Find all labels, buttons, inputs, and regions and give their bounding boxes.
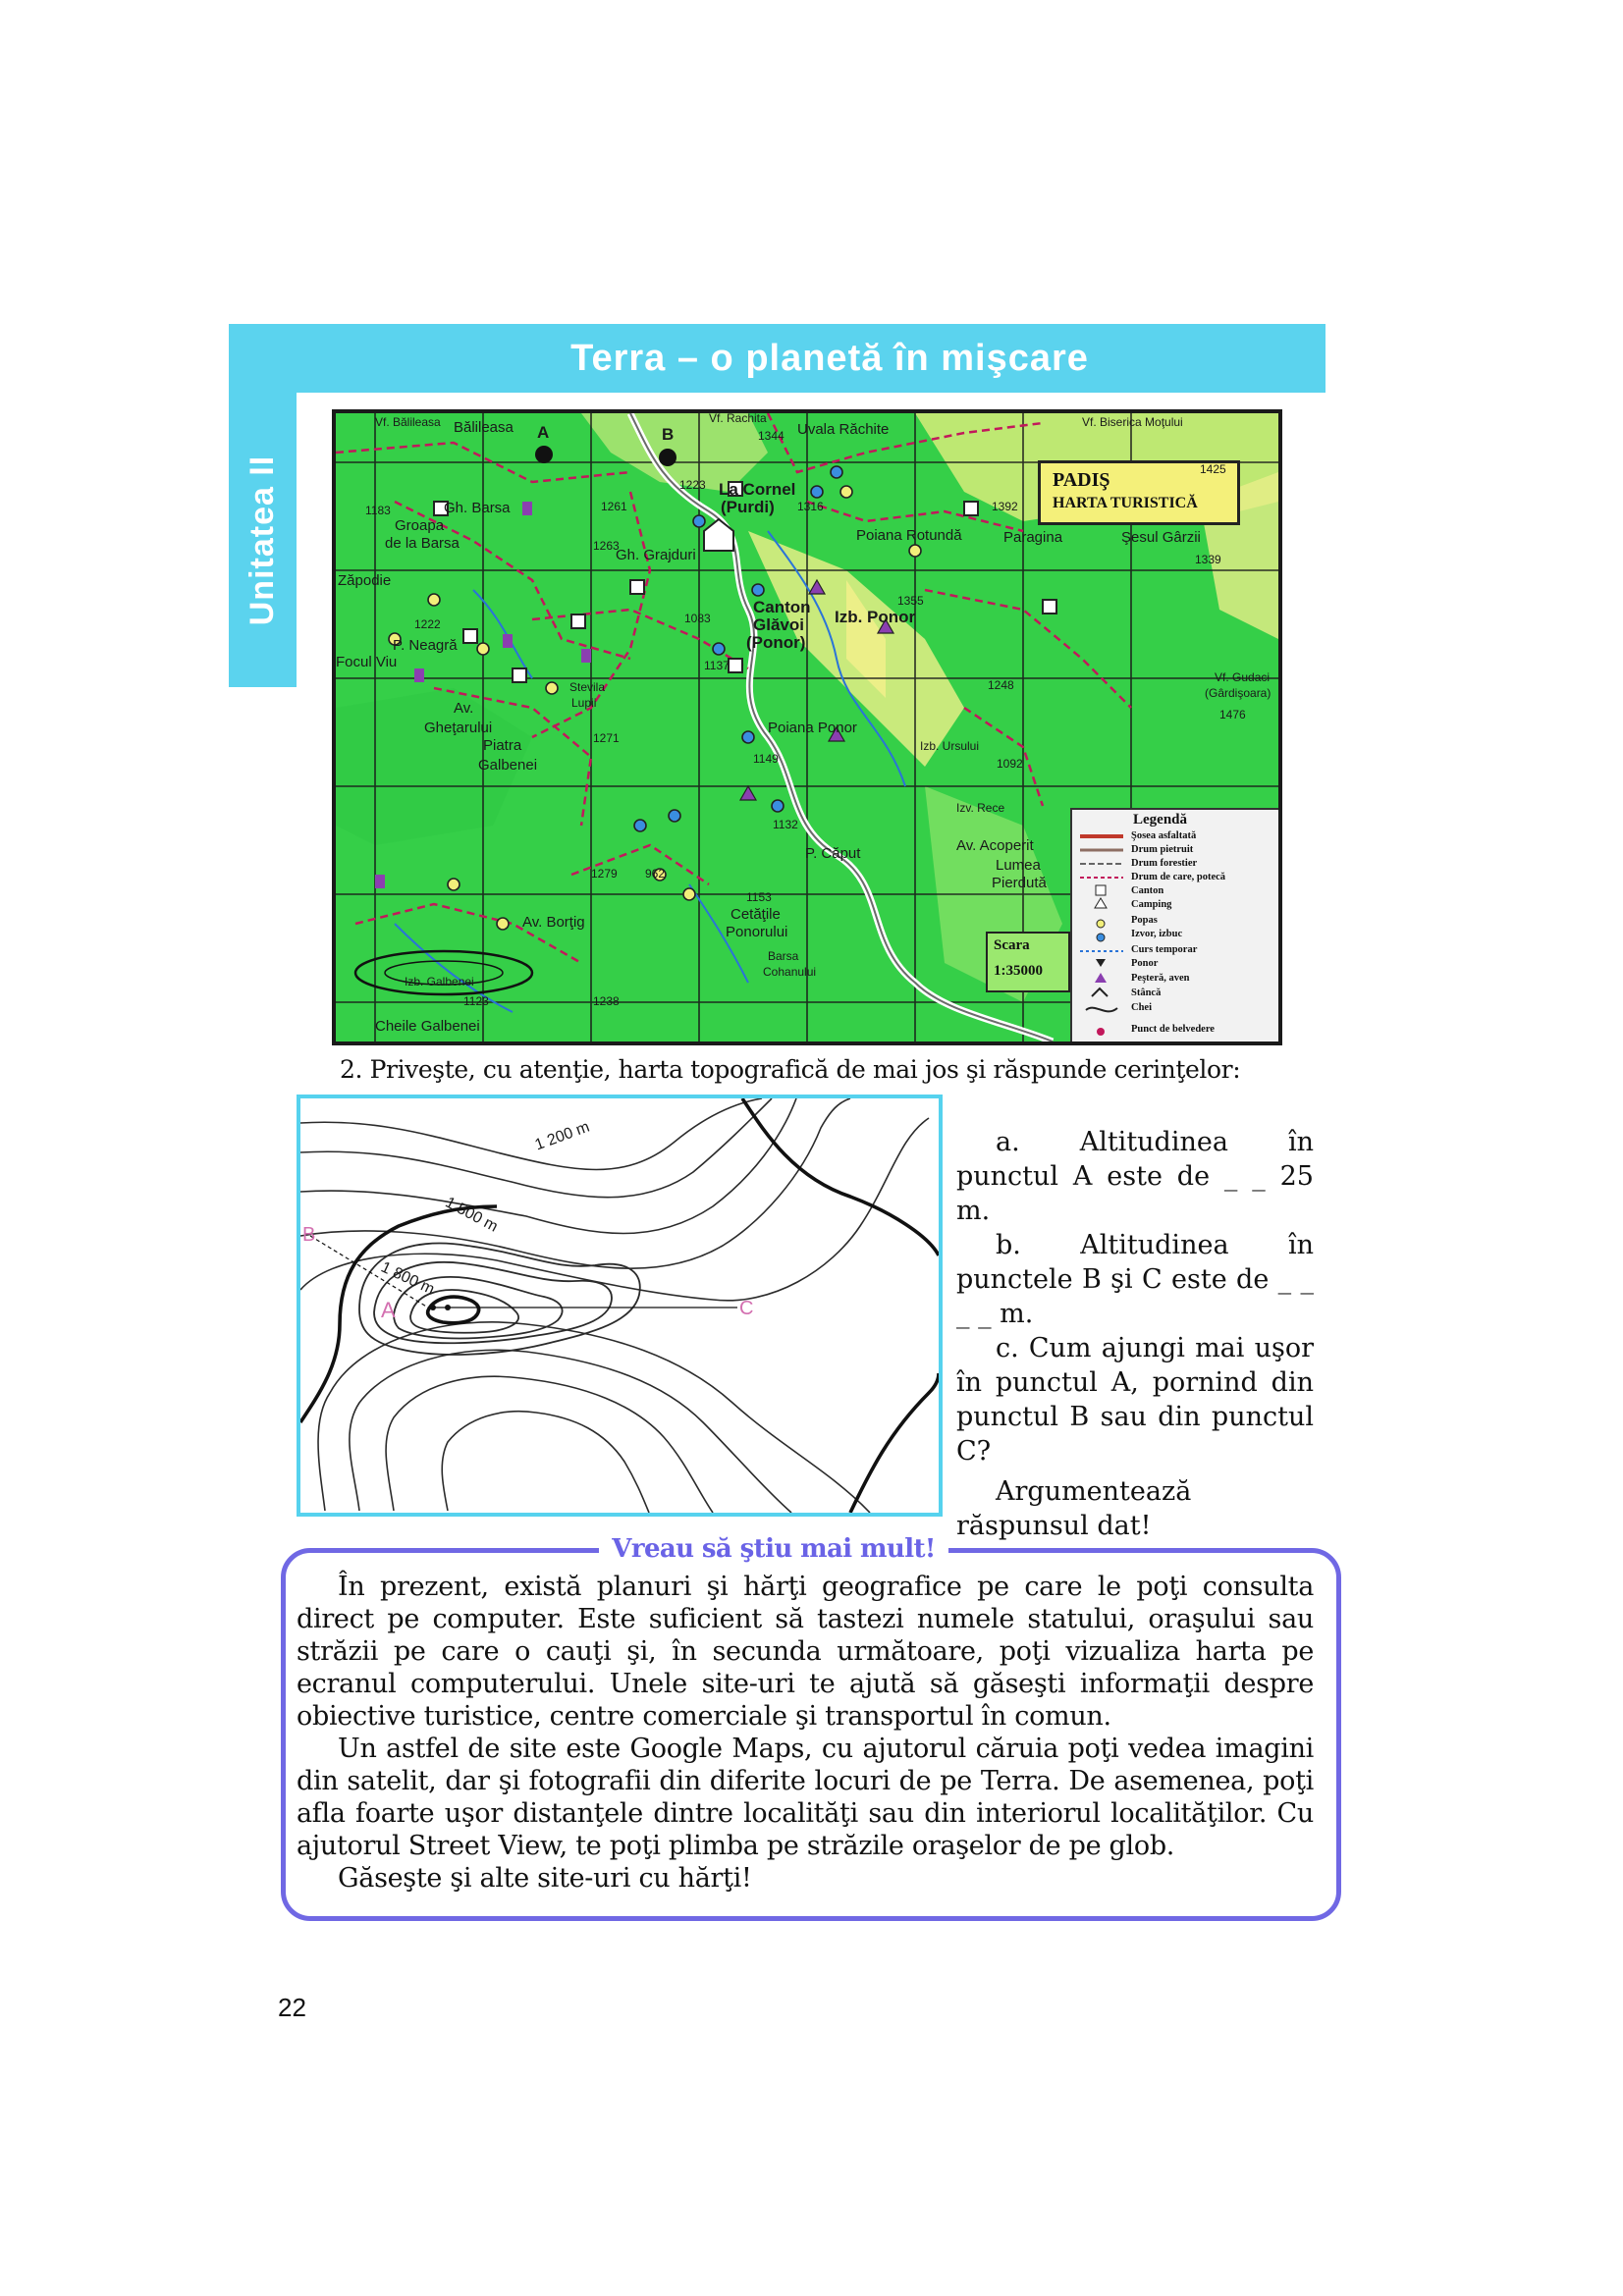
map-place-label: Poiana Rotundă [856, 527, 962, 544]
legend-symbols [1072, 810, 1131, 1043]
map-place-label: (Ponor) [746, 633, 806, 652]
map-place-label: Izb. Ponor [835, 608, 916, 626]
map-elevation: 1248 [988, 678, 1014, 692]
map-scale-label: Scara [994, 937, 1030, 953]
map-place-label: Focul Viu [336, 654, 398, 670]
map-elevation: 1279 [591, 867, 618, 881]
legend-title: Legendă [1133, 812, 1188, 828]
topo-point-label: B [302, 1224, 316, 1246]
map-elevation: 1149 [753, 752, 779, 766]
legend-item: Curs temporar [1131, 944, 1198, 955]
map-elevation: 1092 [997, 757, 1023, 771]
map-place-label: de la Barsa [385, 535, 460, 552]
map-place-label: Şesul Gârzii [1121, 529, 1201, 546]
map-place-label: Piatra [483, 737, 522, 754]
map-place-label: Vf. Bălileasa [375, 415, 441, 429]
legend-item: Ponor [1131, 958, 1159, 969]
map-point-label: B [662, 425, 675, 444]
map-elevation: 1137 [704, 659, 730, 672]
map-place-label: Av. Acoperit [956, 837, 1034, 854]
map-place-label: Ponorului [726, 924, 788, 940]
map-elevation: 1316 [797, 500, 824, 513]
map-elevation: 962 [645, 867, 666, 881]
map-place-label: Lupii [571, 696, 597, 710]
map-place-label: Cetăţile [730, 906, 781, 923]
map-place-label: (Gârdişoara) [1205, 686, 1271, 700]
map-place-label: Groapa [395, 517, 445, 534]
contour-lines [300, 1098, 939, 1513]
legend-item: Drum pietruit [1131, 844, 1194, 855]
info-paragraph: Un astfel de site este Google Maps, cu ajutorul căruia poţi vedea imagini din satelit, dar şi fotografii din diferite locuri de pe Terra. De asemenea, poţi afla foarte uşor distanţele dintre localităţi sau din interiorul localităţilor. Cu ajutorul Street View, te poţi plimba pe străzile oraşelor de pe glob. [297, 1734, 1314, 1861]
map-elevation: 1238 [593, 994, 620, 1008]
map-scale-box [986, 932, 1070, 992]
legend-item: Punct de belvedere [1131, 1024, 1215, 1035]
map-place-label: Gh. Grajduri [616, 547, 696, 563]
contour-label: 1 500 m [442, 1194, 501, 1236]
legend-item: Drum de care, potecă [1131, 872, 1226, 882]
map-place-label: Cohanului [763, 965, 817, 979]
map-place-label: Lumea [996, 857, 1041, 874]
map-elevation: 1339 [1195, 553, 1221, 566]
topo-point-label: A [381, 1298, 396, 1322]
map-elevation: 1271 [593, 731, 620, 745]
question-item-a: a. Altitudinea în punctul A este de _ _ 25 m. [956, 1127, 1314, 1226]
map-place-label: Paragina [1003, 529, 1063, 546]
map-elevation: 1261 [601, 500, 627, 513]
map-place-label: Av. [454, 700, 474, 717]
contour-label: 1 800 m [378, 1258, 437, 1299]
unit-side-tab-label: Unitatea II [243, 454, 282, 625]
tourist-map [332, 409, 1282, 1045]
legend-item: Şosea asfaltată [1131, 830, 1197, 841]
topographic-contour-map [297, 1095, 943, 1517]
map-elevation: 1132 [773, 818, 798, 831]
legend-item: Canton [1131, 885, 1164, 896]
legend-item: Chei [1131, 1002, 1152, 1013]
map-place-label: Cheile Galbenei [375, 1018, 480, 1035]
question-items [956, 1125, 1314, 1543]
legend-item: Stâncă [1131, 988, 1162, 998]
map-elevation: 1223 [679, 478, 706, 492]
map-place-label: Izb. Ursului [920, 739, 980, 753]
map-place-label: Gh. Barsa [444, 500, 511, 516]
map-place-label: Canton [753, 598, 811, 616]
map-elevation: 1425 [1200, 462, 1226, 476]
topo-point-label: C [739, 1298, 754, 1319]
question-item-argument: Argumentează răspunsul dat! [956, 1476, 1192, 1541]
map-elevation: 1263 [593, 539, 620, 553]
map-place-label: Poiana Ponor [768, 720, 857, 736]
map-place-label: Av. Borţig [522, 914, 585, 931]
map-place-label: (Purdi) [721, 498, 775, 516]
map-elevation: 1123 [463, 994, 489, 1008]
map-place-label: La Cornel [719, 480, 796, 499]
map-elevation: 1392 [992, 500, 1018, 513]
map-place-label: Gheţarului [424, 720, 493, 736]
map-place-label: Pierdută [992, 875, 1047, 891]
map-place-label: P. Neagră [393, 637, 458, 654]
chapter-title: Terra – o planetă în mişcare [570, 338, 1089, 379]
map-elevation: 1355 [897, 594, 924, 608]
map-elevation: 1153 [746, 890, 772, 904]
map-elevation: 1476 [1219, 708, 1246, 721]
map-place-label: Zăpodie [338, 572, 392, 589]
map-place-label: Izv. Rece [956, 801, 1005, 815]
info-box-title: Vreau să ştiu mai mult! [599, 1529, 948, 1569]
map-elevation: 1083 [684, 612, 711, 625]
map-point-label: A [537, 423, 550, 442]
map-scale-value: 1:35000 [994, 963, 1043, 979]
page-number: 22 [278, 1993, 306, 2022]
map-elevation: 1344 [758, 429, 784, 443]
info-paragraph: Găseşte şi alte site-uri cu hărţi! [338, 1863, 752, 1894]
legend-item: Drum forestier [1131, 858, 1198, 869]
map-title-line2: HARTA TURISTICĂ [1053, 495, 1198, 511]
map-place-label: Vf. Biserica Moţului [1082, 415, 1183, 429]
map-place-label: Galbenei [478, 757, 538, 774]
map-place-label: Vf. Gudaci [1215, 670, 1271, 684]
legend-item: Izvor, izbuc [1131, 929, 1183, 939]
unit-side-tab-label-wrap [229, 393, 297, 687]
map-elevation: 1222 [414, 617, 441, 631]
question-2-text: 2. Priveşte, cu atenţie, harta topografică de mai jos şi răspunde cerinţelor: [340, 1055, 1241, 1084]
map-place-label: P. Căput [805, 845, 861, 862]
map-legend [1070, 808, 1280, 1043]
legend-item: Popas [1131, 915, 1158, 926]
info-paragraph: În prezent, există planuri şi hărţi geografice pe care le poţi consulta direct pe computer. Este suficient să tastezi numele statului, oraşului sau străzii pe care o cauţi şi, în secunda următoare, poţi vizualiza harta pe ecranul computerului. Unele site-uri te ajută să găseşti informaţii despre obiective turistice, centre comerciale şi transportul în comun. [297, 1572, 1314, 1732]
map-place-label: Glăvoi [753, 615, 804, 634]
question-item-b: b. Altitudinea în punctele B şi C este de _ _ _ _ m. [956, 1230, 1314, 1329]
contour-label: 1 200 m [532, 1118, 592, 1154]
map-place-label: Vf. Rachita [709, 411, 767, 425]
map-place-label: Uvala Răchite [797, 421, 890, 438]
legend-item: Camping [1131, 899, 1172, 910]
map-place-label: Stevila [569, 680, 606, 694]
map-place-label: Barsa [768, 949, 799, 963]
question-item-c: c. Cum ajungi mai uşor în punctul A, pornind din punctul B sau din punctul C? [956, 1333, 1314, 1467]
legend-item: Peşteră, aven [1131, 973, 1190, 984]
map-title-line1: PADIŞ [1053, 469, 1110, 491]
map-place-label: Bălileasa [454, 419, 514, 436]
map-place-label: Izb. Galbenei [405, 975, 474, 988]
info-box-text [297, 1571, 1314, 1895]
map-elevation: 1183 [365, 504, 391, 517]
